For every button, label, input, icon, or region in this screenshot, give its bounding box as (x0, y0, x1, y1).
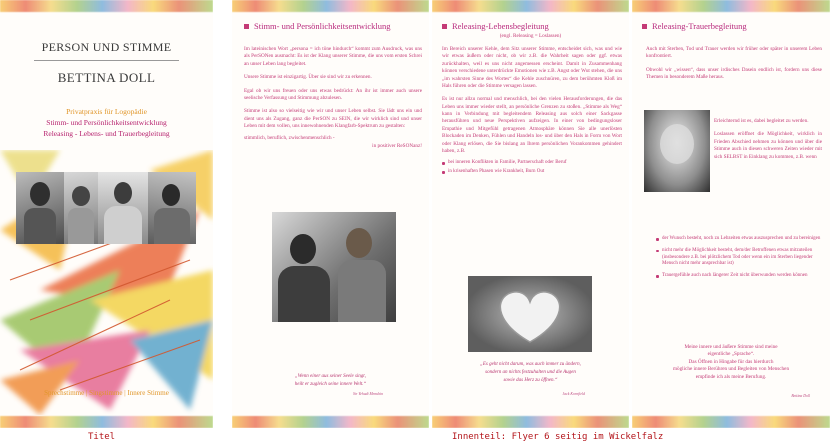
label-titel: Titel (88, 432, 116, 442)
panel2-quote-line3: sowie das Herz zu öffnen.“ (503, 378, 558, 383)
heading-icon (442, 24, 447, 29)
panel3-bullet-2: nicht mehr die Möglichkeit besteht, dem/der Betroffenen etwas mitzuteilen (insbesondere z.B. bei plötzlichem Tod oder wenn ein im Sterben liegender Mensch nicht mehr ansprechbar ist) (656, 248, 822, 268)
panel3-bullet-3: Trauergefühle auch nach längerer Zeit nicht überwunden werden können (656, 273, 822, 280)
panel2-bullet-2: in krisenhaften Phasen wie Krankheit, Burn Out (442, 169, 622, 176)
panel2-p1: Im Bereich unserer Kehle, dem Sitz unserer Stimme, entscheidet sich, was und wie wir etwas äußern oder nicht, ob wir z.B. die Wahrheit sagen oder ggf. etwas zurückhalten, weil es uns nicht angemessen erscheint. Damit in Zusammenhang können verschiedene unterdrückte Emotionen wie z.B. Angst oder Wut stehen, die uns „im wahrsten Sinne des Wortes“ die Kehle zuschnüren, zu dem berühmten Kloß im Hals führen oder die Stimme versagen lassen. (442, 46, 622, 89)
panel3-closing-5: empfinde ich als meine Berufung. (695, 373, 767, 380)
panel3-p3: Erleichternd ist es, dabei begleitet zu werden. (714, 118, 809, 124)
panel1-p4: Stimme ist also so vielseitig wie wir und unser Leben selbst. Sie lädt uns ein und dient uns als Zugang, ganz die PerSON zu SEIN, die wir wirklich sind und unser Leben mit dem vollen, uns innewohnenden Klangfarb-Spektrum zu gestalten: (244, 108, 422, 129)
watercolor-strip-bottom (232, 416, 429, 428)
watercolor-strip-top (432, 0, 629, 12)
cover-title-2: BETTINA DOLL (57, 70, 156, 85)
cover-subtitle-1: Privatpraxis für Logopädie (66, 107, 147, 116)
panel1-quote-author: Sir Yehudi Menuhin (352, 392, 383, 396)
panel2-quote-author: Jack Kornfield (562, 392, 585, 396)
panel3-closing-1: Meine innere und äußere Stimme sind meine (684, 344, 778, 350)
panel2-heading: Releasing-Lebensbegleitung (452, 21, 549, 31)
panel3-closing-3: Das Öffnen in Hingabe für das hierdurch (688, 358, 774, 365)
cover-footer: Sprechstimme | Singstimme | Innere Stimme (44, 389, 169, 397)
panel2-heart-photo (468, 276, 592, 352)
cover-photo-3 (98, 172, 148, 244)
panel1-photo (272, 212, 396, 322)
cover-photo-4 (148, 172, 196, 244)
panel1-p5a: stimmlich, beruflich, zwischenmenschlich - (244, 135, 335, 142)
panel1-p2: Unsere Stimme ist einzigartig. Über sie sind wir zu erkennen. (244, 74, 372, 81)
heading-icon (642, 24, 647, 29)
panel1-heading: Stimm- und Persönlichkeitsentwicklung (254, 21, 391, 31)
panel2-quote-line2: sondern an nichts festzuhalten und die Augen (485, 370, 576, 375)
panel3-p1: Auch mit Sterben, Tod und Trauer werden wir früher oder später in unserem Leben konfrontiert. (646, 46, 822, 60)
panel2-p2: Es ist nur allzu normal und menschlich, bei den vielen Herausforderungen, die das Leben uns immer wieder stellt, an persönliche Grenzen zu stoßen. „Stimme als Weg“ kann in Verbindung mit begleitendem Releasing aus solch einer Sackgasse herausführen und neue Perspektiven aufzeigen. In einer von bedingungsloser Empathie und Mitgefühl getragenen Atmosphäre können Sie alle unerlösten Blockaden im Denken, Fühlen und Handeln los- und über den Hals in Form von Wort oder Klang erlösen, die Sie bislang an Ihrem persönlichen Vorankommen gehindert haben, z.B. (442, 96, 622, 154)
panel2-quote-line1: „Es geht nicht darum, was auch immer zu ändern, (480, 362, 581, 367)
heart-icon (468, 276, 592, 352)
watercolor-strip-bottom (0, 416, 213, 428)
panel1-quote-line1: „Wenn einer aus seiner Seele singt, (295, 374, 366, 379)
watercolor-strip-bottom (632, 416, 830, 428)
panel3-closing-2: eigentliche „Sprache“. (707, 351, 755, 358)
cover-photo-1 (16, 172, 64, 244)
watercolor-strip-top (0, 0, 213, 12)
cover-subtitle-2: Stimm- und Persönlichkeitsentwicklung (46, 118, 167, 127)
label-innenteil: Innenteil: Flyer 6 seitig im Wickelfalz (452, 432, 664, 442)
panel3-photo (644, 110, 710, 192)
panel2-subheading: (engl. Releasing = Loslassen) (499, 33, 562, 39)
heading-icon (244, 24, 249, 29)
watercolor-strip-top (232, 0, 429, 12)
panel-trauer (632, 0, 830, 428)
panel3-closing-4: mögliche innere Berühren und Begleiten von Menschen (672, 366, 790, 373)
panel1-p1: Im lateinischen Wort „persona = ich töne hindurch“ kommt zum Ausdruck, was uns als PerSONen ausmacht: Es ist der Klang unserer Stimme, die uns vom ersten Schrei an unser Leben lang begleitet. (244, 46, 422, 67)
panel1-p5b: in positiver ReSONanz! (372, 142, 422, 149)
cover-photo-2 (64, 172, 98, 244)
cover-title-1: PERSON UND STIMME (41, 40, 172, 54)
panel1-p3: Egal ob wir uns freuen oder uns etwas bedrückt: An ihr ist immer auch unsere seelische Verfassung und Stimmung abzulesen. (244, 87, 422, 101)
panel3-heading: Releasing-Trauerbegleitung (652, 21, 747, 31)
watercolor-strip-bottom (432, 416, 629, 428)
cover-divider (34, 60, 179, 61)
watercolor-strip-top (632, 0, 830, 12)
panel3-p4: Loslassen eröffnet die Möglichkeit, wirklich in Frieden Abschied nehmen zu können und über die Stimme auch in diesen schweren Zeiten wieder mit sich SELBST in Einklang zu kommen, z.B. wenn (714, 131, 822, 160)
cover-subtitle-3: Releasing - Lebens- und Trauerbegleitung (43, 129, 170, 138)
panel-lebens (432, 0, 629, 428)
panel3-bullet-1: der Wunsch besteht, noch zu Lebzeiten etwas auszusprechen und zu bereinigen (656, 236, 822, 243)
panel-stimm (232, 0, 429, 428)
panel2-bullet-1: bei inneren Konflikten in Familie, Partnerschaft oder Beruf (442, 160, 622, 167)
cover-panel (0, 0, 213, 428)
panel1-quote-line2: heilt er zugleich seine innere Welt.“ (294, 382, 367, 387)
panel3-p2: Obwohl wir „wissen“, dass unser irdisches Dasein endlich ist, fordern uns diese Themen in besonderem Maße heraus. (646, 66, 822, 81)
panel3-author: Bettina Doll (791, 394, 810, 398)
